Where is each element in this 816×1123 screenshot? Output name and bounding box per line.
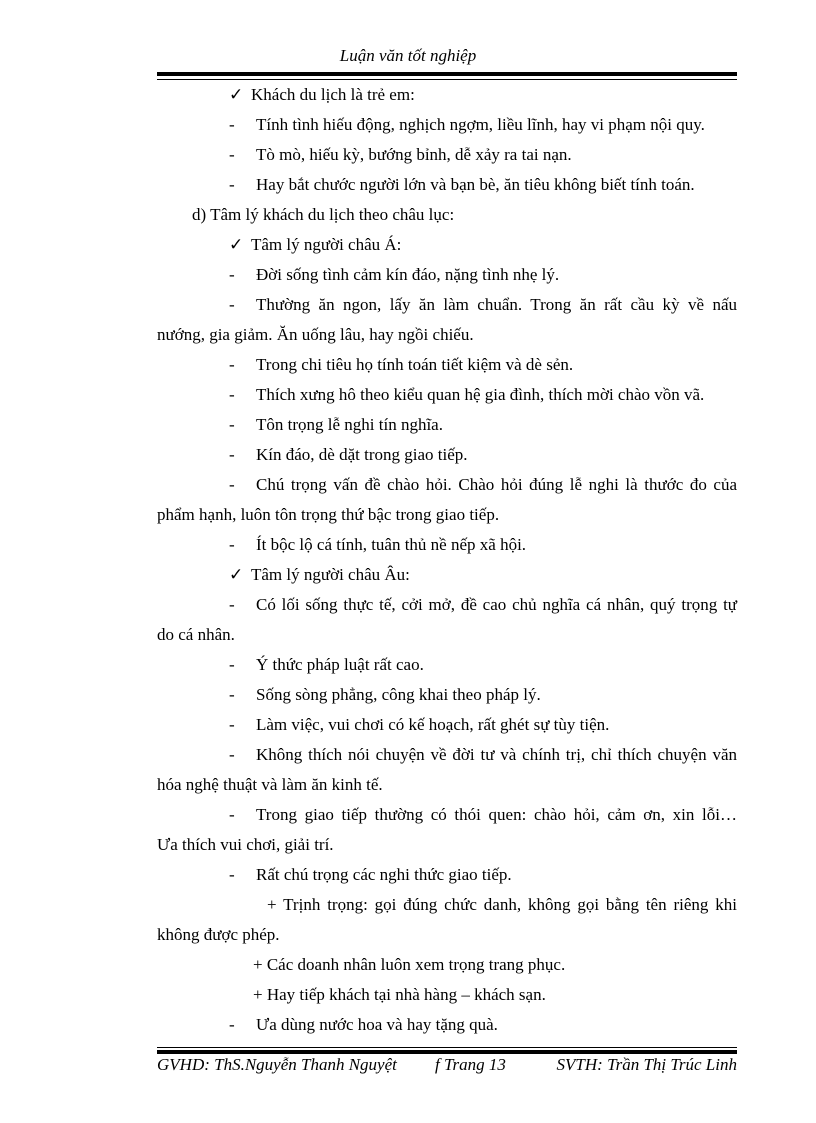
paragraph-text: Rất chú trọng các nghi thức giao tiếp.: [256, 865, 512, 884]
header-rule-thick: [157, 72, 737, 76]
paragraph-text: Tâm lý người châu Âu:: [251, 565, 410, 584]
paragraph-text: hóa nghệ thuật và làm ăn kinh tế.: [157, 775, 383, 794]
paragraph-text: Ý thức pháp luật rất cao.: [256, 655, 424, 674]
paragraph-text: Thường ăn ngon, lấy ăn làm chuẩn. Trong ăn rất cầu kỳ về nấu: [256, 295, 737, 314]
bullet-dash: -: [229, 475, 235, 494]
paragraph-text: Tôn trọng lễ nghi tín nghĩa.: [256, 415, 443, 434]
paragraph-text: + Trịnh trọng: gọi đúng chức danh, không gọi bằng tên riêng khi: [267, 895, 737, 914]
footer-student: SVTH: Trần Thị Trúc Linh: [556, 1055, 737, 1074]
paragraph-text: Làm việc, vui chơi có kế hoạch, rất ghét sự tùy tiện.: [256, 715, 610, 734]
paragraph-text: Khách du lịch là trẻ em:: [251, 85, 415, 104]
bullet-dash: -: [229, 1015, 235, 1034]
paragraph-text: Đời sống tình cảm kín đáo, nặng tình nhẹ lý.: [256, 265, 560, 284]
check-icon: ✓: [229, 565, 244, 584]
footer-rule-thin: [157, 1047, 737, 1048]
paragraph-text: + Các doanh nhân luôn xem trọng trang phục.: [253, 955, 566, 974]
paragraph-text: Trong chi tiêu họ tính toán tiết kiệm và dè sẻn.: [256, 355, 574, 374]
paragraph-text: Tâm lý người châu Á:: [251, 235, 402, 254]
paragraph-text: Sống sòng phẳng, công khai theo pháp lý.: [256, 685, 541, 704]
bullet-dash: -: [229, 175, 235, 194]
paragraph-text: Ưa thích vui chơi, giải trí.: [157, 835, 334, 854]
paragraph-text: Tò mò, hiếu kỳ, bướng bỉnh, dễ xảy ra tai nạn.: [256, 145, 572, 164]
check-item: [229, 565, 410, 585]
paragraph-text: do cá nhân.: [157, 625, 235, 644]
bullet-dash: -: [229, 115, 235, 134]
paragraph-text: Thích xưng hô theo kiểu quan hệ gia đình, thích mời chào vồn vã.: [256, 385, 705, 404]
bullet-dash: -: [229, 355, 235, 374]
paragraph-text: Chú trọng vấn đề chào hỏi. Chào hỏi đúng lễ nghi là thước đo của: [256, 475, 737, 494]
bullet-dash: -: [229, 385, 235, 404]
paragraph-text: Ít bộc lộ cá tính, tuân thủ nề nếp xã hội.: [256, 535, 527, 554]
bullet-dash: -: [229, 655, 235, 674]
bullet-dash: -: [229, 745, 235, 764]
paragraph-text: Trong giao tiếp thường có thói quen: chào hỏi, cảm ơn, xin lỗi…: [256, 805, 737, 824]
footer-advisor: GVHD: ThS.Nguyễn Thanh Nguyệt: [157, 1055, 397, 1074]
check-icon: ✓: [229, 235, 244, 254]
bullet-dash: -: [229, 295, 235, 314]
paragraph-text: nướng, gia giảm. Ăn uống lâu, hay ngồi chiếu.: [157, 325, 474, 344]
bullet-dash: -: [229, 535, 235, 554]
check-icon: ✓: [229, 85, 244, 104]
paragraph-text: Không thích nói chuyện về đời tư và chính trị, chỉ thích chuyện văn: [256, 745, 737, 764]
check-item: [229, 85, 415, 105]
paragraph-text: phẩm hạnh, luôn tôn trọng thứ bậc trong giao tiếp.: [157, 505, 500, 524]
bullet-dash: -: [229, 865, 235, 884]
bullet-dash: -: [229, 415, 235, 434]
bullet-dash: -: [229, 445, 235, 464]
paragraph-text: Tính tình hiếu động, nghịch ngợm, liều lĩnh, hay vi phạm nội quy.: [256, 115, 705, 134]
paragraph-text: Có lối sống thực tế, cởi mở, đề cao chủ nghĩa cá nhân, quý trọng tự: [256, 595, 737, 614]
bullet-dash: -: [229, 145, 235, 164]
paragraph-text: Hay bắt chước người lớn và bạn bè, ăn tiêu không biết tính toán.: [256, 175, 695, 194]
bullet-dash: -: [229, 595, 235, 614]
paragraph-text: Ưa dùng nước hoa và hay tặng quà.: [256, 1015, 498, 1034]
paragraph-text: không được phép.: [157, 925, 280, 944]
section-heading: d) Tâm lý khách du lịch theo châu lục:: [192, 205, 455, 224]
check-item: [229, 235, 401, 255]
footer-rule-thick: [157, 1050, 737, 1054]
bullet-dash: -: [229, 715, 235, 734]
bullet-dash: -: [229, 805, 235, 824]
bullet-dash: -: [229, 265, 235, 284]
bullet-dash: -: [229, 685, 235, 704]
footer-page-number: f Trang 13: [435, 1055, 506, 1074]
paragraph-text: Kín đáo, dè dặt trong giao tiếp.: [256, 445, 468, 464]
header-title: Luận văn tốt nghiệp: [339, 46, 477, 65]
header-rule-thin: [157, 79, 737, 80]
paragraph-text: + Hay tiếp khách tại nhà hàng – khách sạn.: [253, 985, 546, 1004]
